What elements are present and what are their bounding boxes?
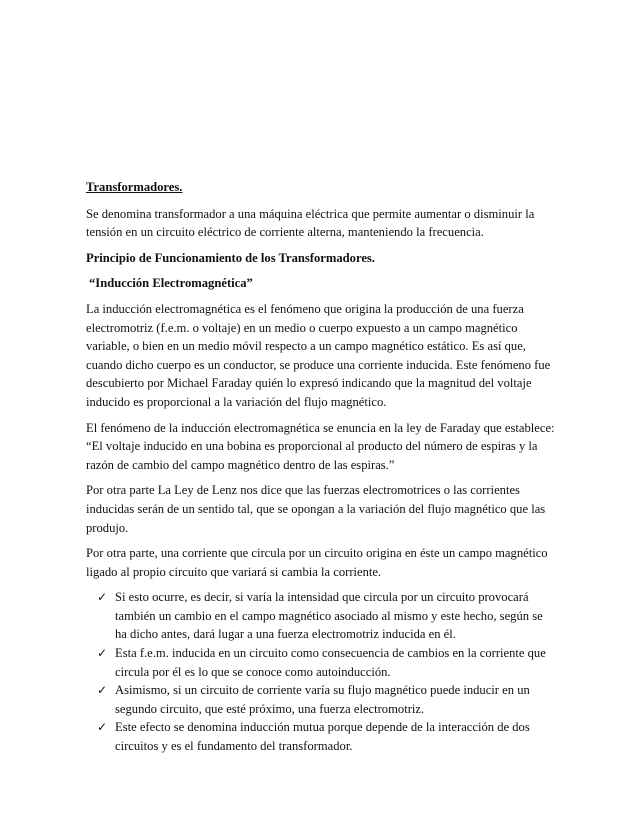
induction-heading: “Inducción Electromagnética”: [89, 276, 253, 291]
list-item-text: Este efecto se denomina inducción mutua porque depende de la interacción de dos circuitos y es el fundamento del transformador.: [115, 720, 530, 754]
induction-paragraph: La inducción electromagnética es el fenómeno que origina la producción de una fuerza electromotriz (f.e.m. o voltaje) en un medio o cuerpo expuesto a un campo magnético variable, o bien en un medio móvil respecto a un campo magnético estático. Es así que, cuando dicho cuerpo es un conductor, se produce una corriente inducida. Este fenómeno fue descubierto por Michael Faraday quién lo expresó indicando que la magnitud del voltaje inducido es proporcional a la variación del flujo magnético.: [86, 301, 551, 409]
principle-heading: Principio de Funcionamiento de los Transformadores.: [86, 250, 375, 265]
self-field-paragraph: Por otra parte, una corriente que circula por un circuito origina en éste un campo magnético ligado al propio circuito que variará si cambia la corriente.: [86, 546, 548, 579]
faraday-quote: “El voltaje inducido en una bobina es proporcional al producto del número de espiras y la razón de cambio del campo magnético dentro de las espiras.”: [86, 439, 538, 472]
intro-paragraph: Se denomina transformador a una máquina eléctrica que permite aumentar o disminuir la tensión en un circuito eléctrico de corriente alterna, manteniendo la frecuencia.: [86, 206, 535, 240]
checklist: [86, 588, 556, 755]
checkmark-icon: ✓: [97, 590, 108, 605]
list-item: [97, 588, 556, 644]
document-page: [86, 178, 556, 756]
list-item: [97, 681, 556, 718]
faraday-intro: El fenómeno de la inducción electromagnética se enuncia en la ley de Faraday que establece:: [86, 420, 555, 435]
faraday-paragraph: [86, 419, 556, 475]
document-title: Transformadores.: [86, 180, 183, 194]
list-item-text: Asimismo, si un circuito de corriente varía su flujo magnético puede inducir en un segundo circuito, que esté próximo, una fuerza electromotriz.: [115, 683, 530, 716]
list-item-text: Esta f.e.m. inducida en un circuito como consecuencia de cambios en la corriente que circula por él es lo que se conoce como autoinducción.: [115, 646, 546, 679]
checkmark-icon: ✓: [97, 720, 108, 735]
list-item-text: Si esto ocurre, es decir, si varía la intensidad que circula por un circuito provocará también un cambio en el campo magnético asociado al mismo y este hecho, según se ha dicho antes, dará lugar a una fuerza electromotriz inducida en él.: [115, 590, 543, 642]
lenz-paragraph: Por otra parte La Ley de Lenz nos dice que las fuerzas electromotrices o las corrientes inducidas serán de un sentido tal, que se opongan a la variación del flujo magnético que las produjo.: [86, 483, 546, 535]
checkmark-icon: ✓: [97, 646, 108, 661]
list-item: [97, 718, 556, 755]
checkmark-icon: ✓: [97, 683, 108, 698]
list-item: [97, 644, 556, 681]
